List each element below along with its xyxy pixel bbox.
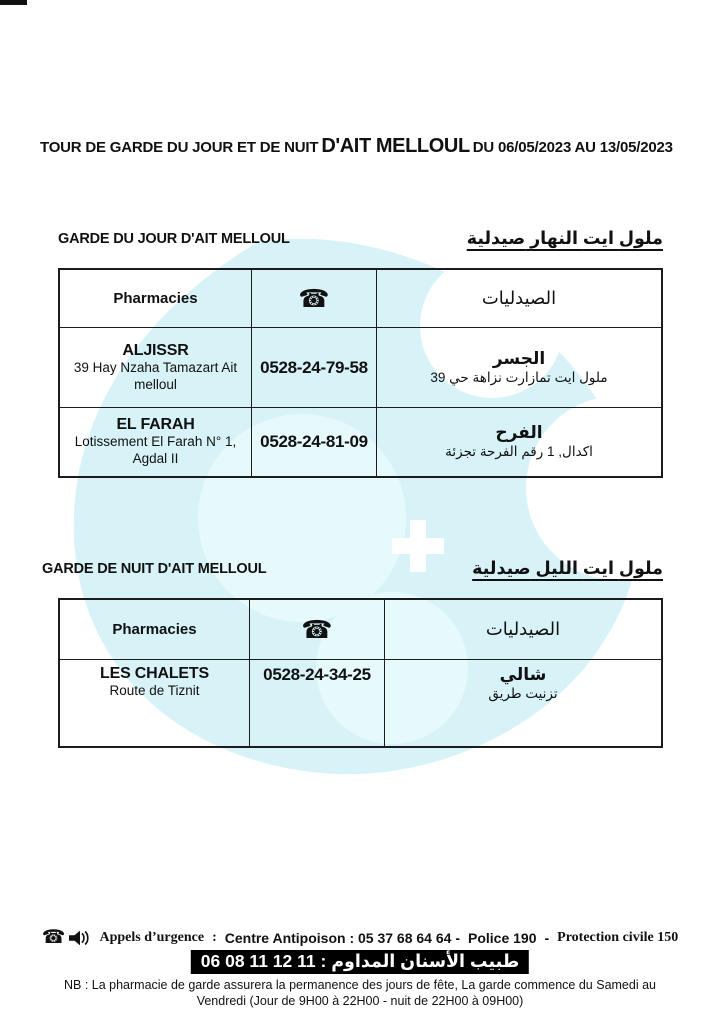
police-number: Police 190 (467, 929, 537, 946)
pharmacy-name-ar: الجسر (492, 348, 546, 368)
pharmacy-address: Lotissement El Farah N° 1, Agdal II (74, 434, 237, 466)
table-row-ar (377, 328, 661, 408)
pharmacy-address: 39 Hay Nzaha Tamazart Ait melloul (73, 359, 238, 392)
urgence-label: Appels d’urgence (99, 929, 205, 945)
pharmacy-name-ar: شالي (499, 665, 547, 684)
dash-separator: - (544, 929, 550, 946)
night-heading-ar: صيدلية‎ الليل‎ ايت‎ ملول (472, 558, 663, 578)
page-title (40, 135, 700, 158)
title-suffix: DU 06/05/2023 AU 13/05/2023 (472, 139, 673, 156)
day-section-heading (58, 228, 663, 249)
night-section-heading (42, 558, 663, 579)
protection-civile-number: Protection civile 150 (557, 929, 679, 945)
telephone-icon: ☎ (298, 284, 330, 313)
table-row (60, 660, 250, 746)
day-pharmacies-table (58, 268, 663, 478)
title-prefix: TOUR DE GARDE DU JOUR ET DE NUIT (40, 139, 319, 156)
title-emphasis: D'AIT MELLOUL (321, 135, 470, 157)
emergency-numbers-line (0, 928, 720, 947)
pharmacy-address-ar: 39 حي‎ نزاهة‎ تمازارت‎ ايت‎ ملول (430, 369, 608, 385)
dentist-on-duty-bar: 06 08 11 12 11 : طبيب الأسنان المداوم (191, 950, 529, 974)
night-heading-fr: GARDE DE NUIT D'AIT MELLOUL (42, 560, 267, 577)
day-heading-fr: GARDE DU JOUR D'AIT MELLOUL (58, 230, 290, 247)
day-heading-ar: صيدلية‎ النهار‎ ايت‎ ملول (466, 228, 663, 248)
table-row (60, 328, 252, 408)
table-row-ar (385, 660, 661, 746)
column-header-pharmacies-ar: الصيدليات (385, 600, 661, 660)
urgence-separator: : (212, 929, 217, 945)
pharmacy-address-ar: طريق‎ تزنيت (488, 686, 558, 701)
scan-artifact (0, 0, 27, 5)
pharmacy-phone: 0528-24-79-58 (252, 328, 377, 408)
pharmacy-name: ALJISSR (122, 341, 189, 359)
telephone-icon: ☎ (301, 615, 333, 644)
column-header-phone (250, 600, 385, 660)
column-header-pharmacies: Pharmacies (60, 270, 252, 328)
pharmacy-address: Route de Tiznit (109, 683, 200, 698)
watermark-cross (392, 538, 444, 554)
pharmacy-phone: 0528-24-34-25 (250, 660, 385, 746)
pharmacy-name-ar: الفرح (495, 423, 543, 443)
column-header-pharmacies: Pharmacies (60, 600, 250, 660)
telephone-icon: ☎ (41, 926, 66, 948)
nb-note: NB : La pharmacie de garde assurera la permanence des jours de fête, La garde commence du Samedi au Vendredi (Jour de 9H00 à 22H00 - nuit de 22H00 à 09H00) (63, 978, 656, 1009)
column-header-pharmacies-ar: الصيدليات (377, 270, 661, 328)
table-row-ar (377, 408, 661, 476)
night-pharmacies-table (58, 598, 663, 748)
pharmacy-name: LES CHALETS (100, 665, 209, 682)
speaker-icon (69, 930, 91, 946)
column-header-phone (252, 270, 377, 328)
table-row (60, 408, 252, 476)
antipoison-number: Centre Antipoison : 05 37 68 64 64 - (224, 929, 460, 946)
pharmacy-address-ar: تجزئة‎ الفرحة‎ رقم‎ 1 ,اكدال (445, 444, 593, 460)
pharmacy-phone: 0528-24-81-09 (252, 408, 377, 476)
pharmacy-name: EL FARAH (116, 416, 195, 434)
